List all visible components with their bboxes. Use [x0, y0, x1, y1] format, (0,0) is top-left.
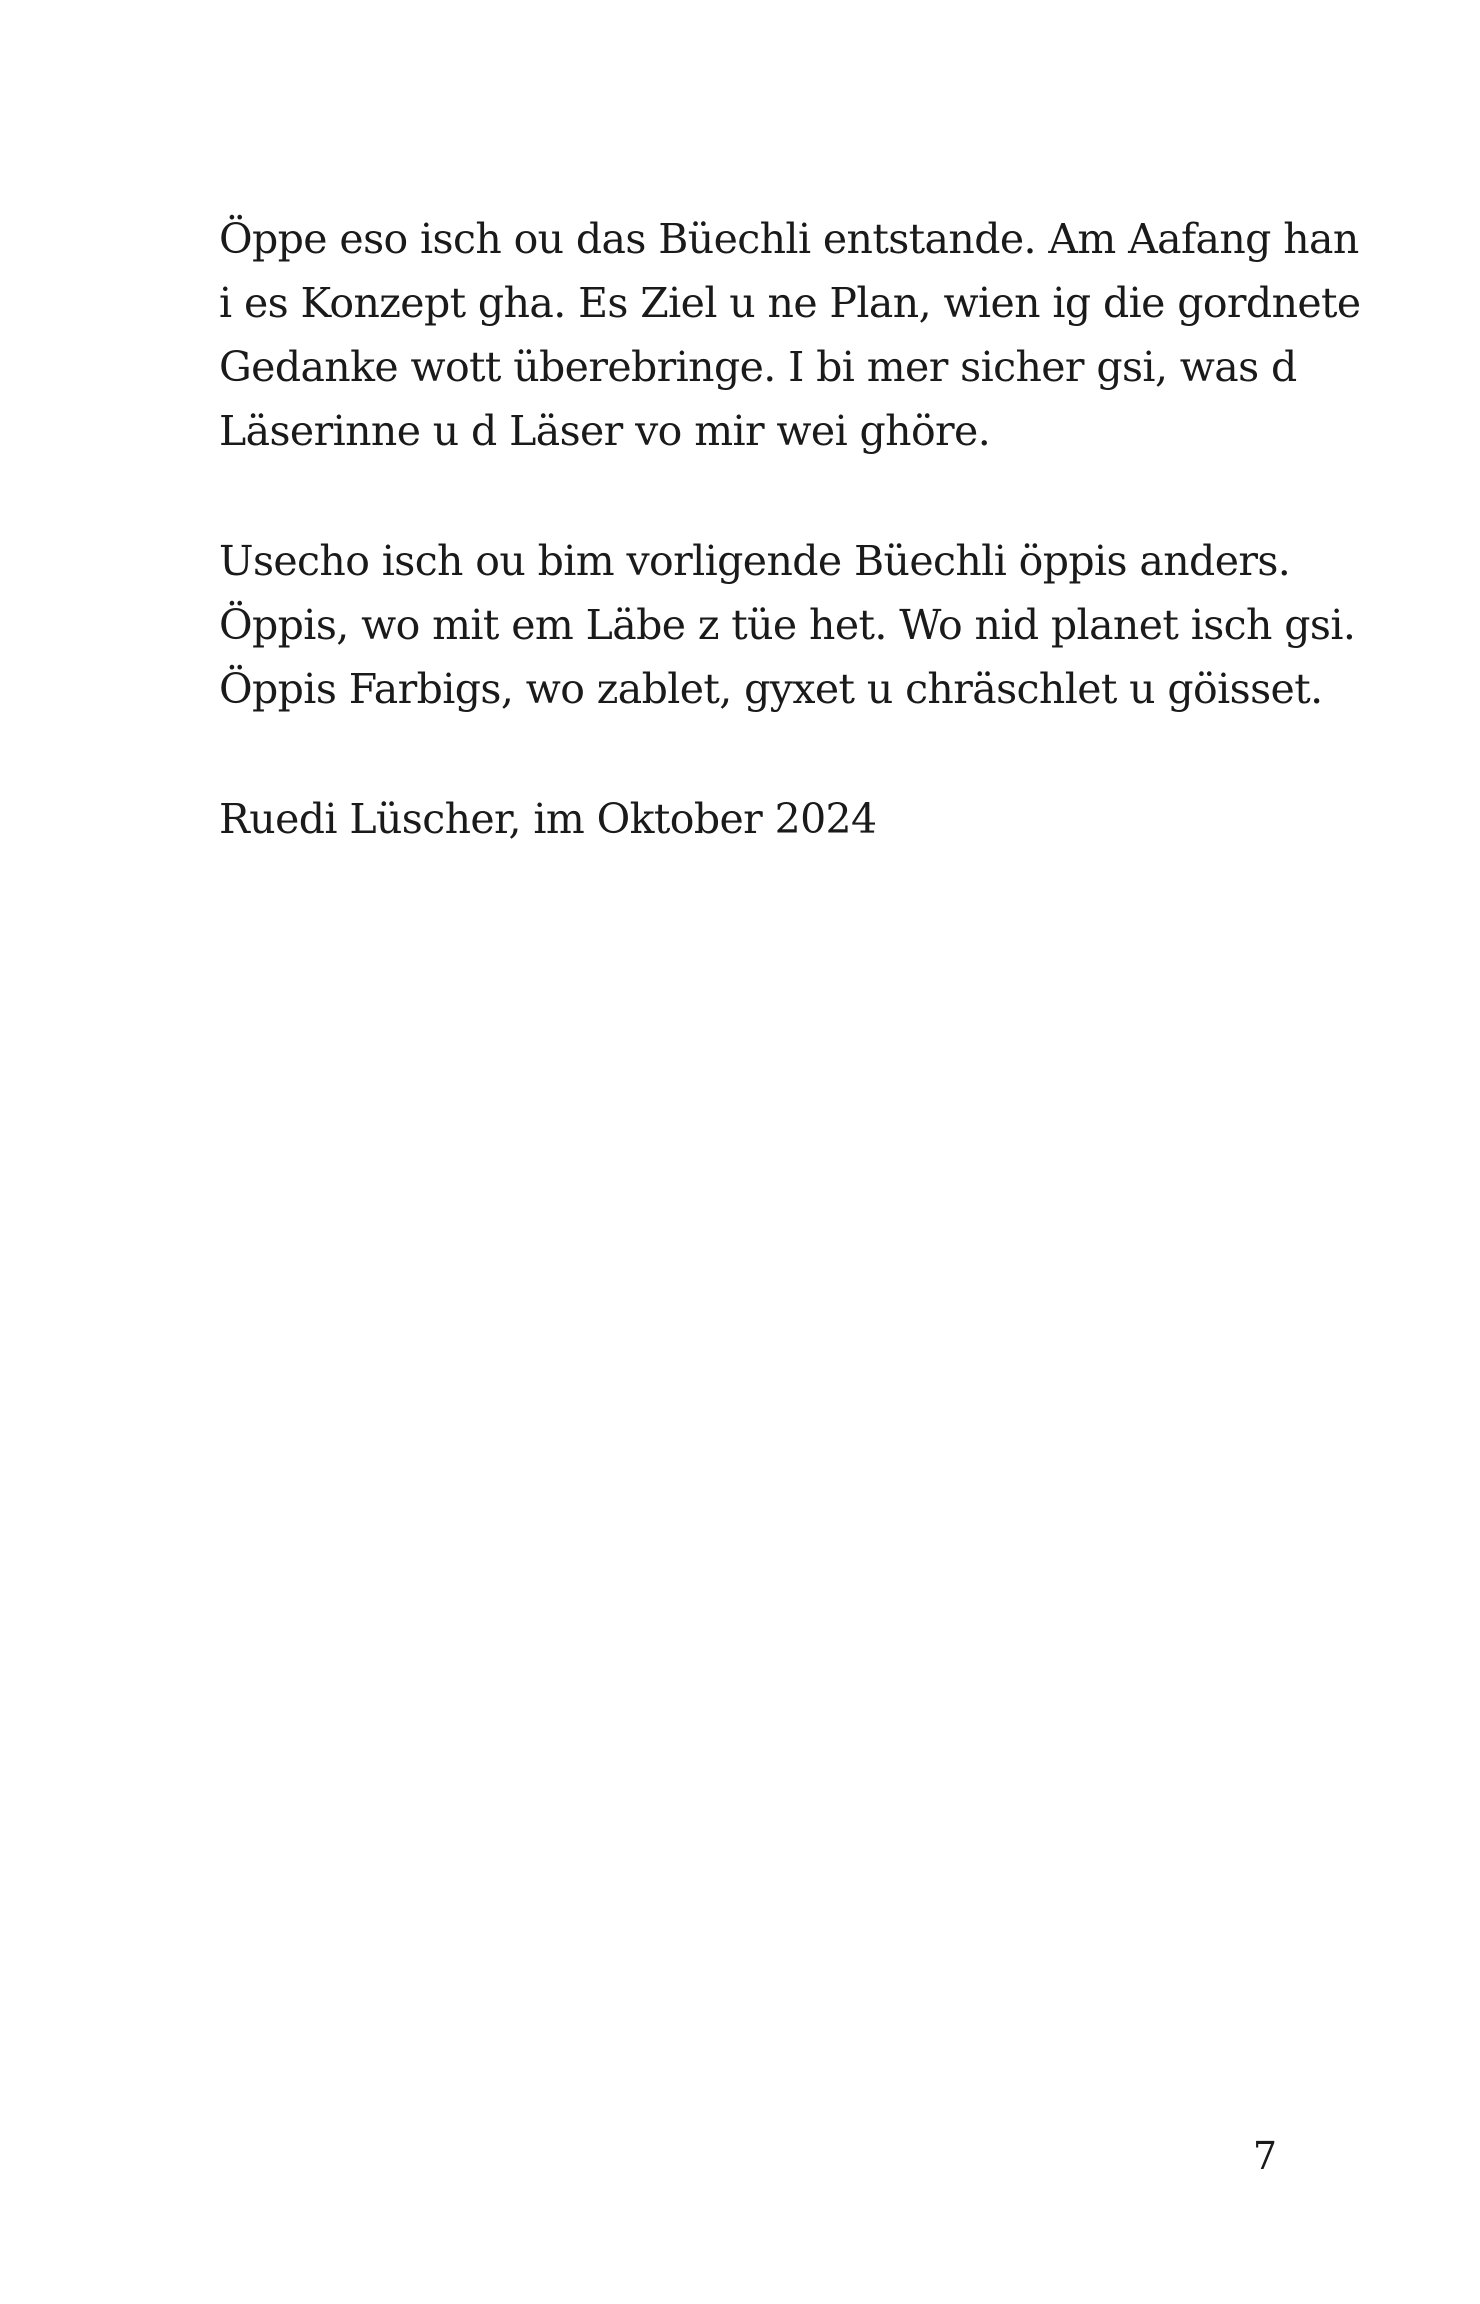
paragraph-2 — [219, 529, 1356, 721]
paragraph-2-line-1: Usecho isch ou bim vorligende Büechli öppis anders. — [219, 537, 1291, 585]
page-number: 7 — [1252, 2134, 1277, 2178]
paragraph-1-line-1: Öppe eso isch ou das Büechli entstande. Am Aafang han — [219, 215, 1359, 263]
body-text — [219, 207, 1361, 851]
paragraph-1 — [219, 207, 1361, 463]
paragraph-2-line-2: Öppis, wo mit em Läbe z tüe het. Wo nid planet isch gsi. — [219, 601, 1356, 649]
signature-line: Ruedi Lüscher, im Oktober 2024 — [219, 795, 877, 843]
signature-paragraph — [219, 787, 1279, 851]
paragraph-1-line-2: i es Konzept gha. Es Ziel u ne Plan, wien ig die gordnete — [219, 279, 1361, 327]
paragraph-2-line-3: Öppis Farbigs, wo zablet, gyxet u chräschlet u göisset. — [219, 665, 1323, 713]
paragraph-1-line-3: Gedanke wott überebringe. I bi mer sicher gsi, was d — [219, 343, 1297, 391]
paragraph-1-line-4: Läserinne u d Läser vo mir wei ghöre. — [219, 407, 991, 455]
